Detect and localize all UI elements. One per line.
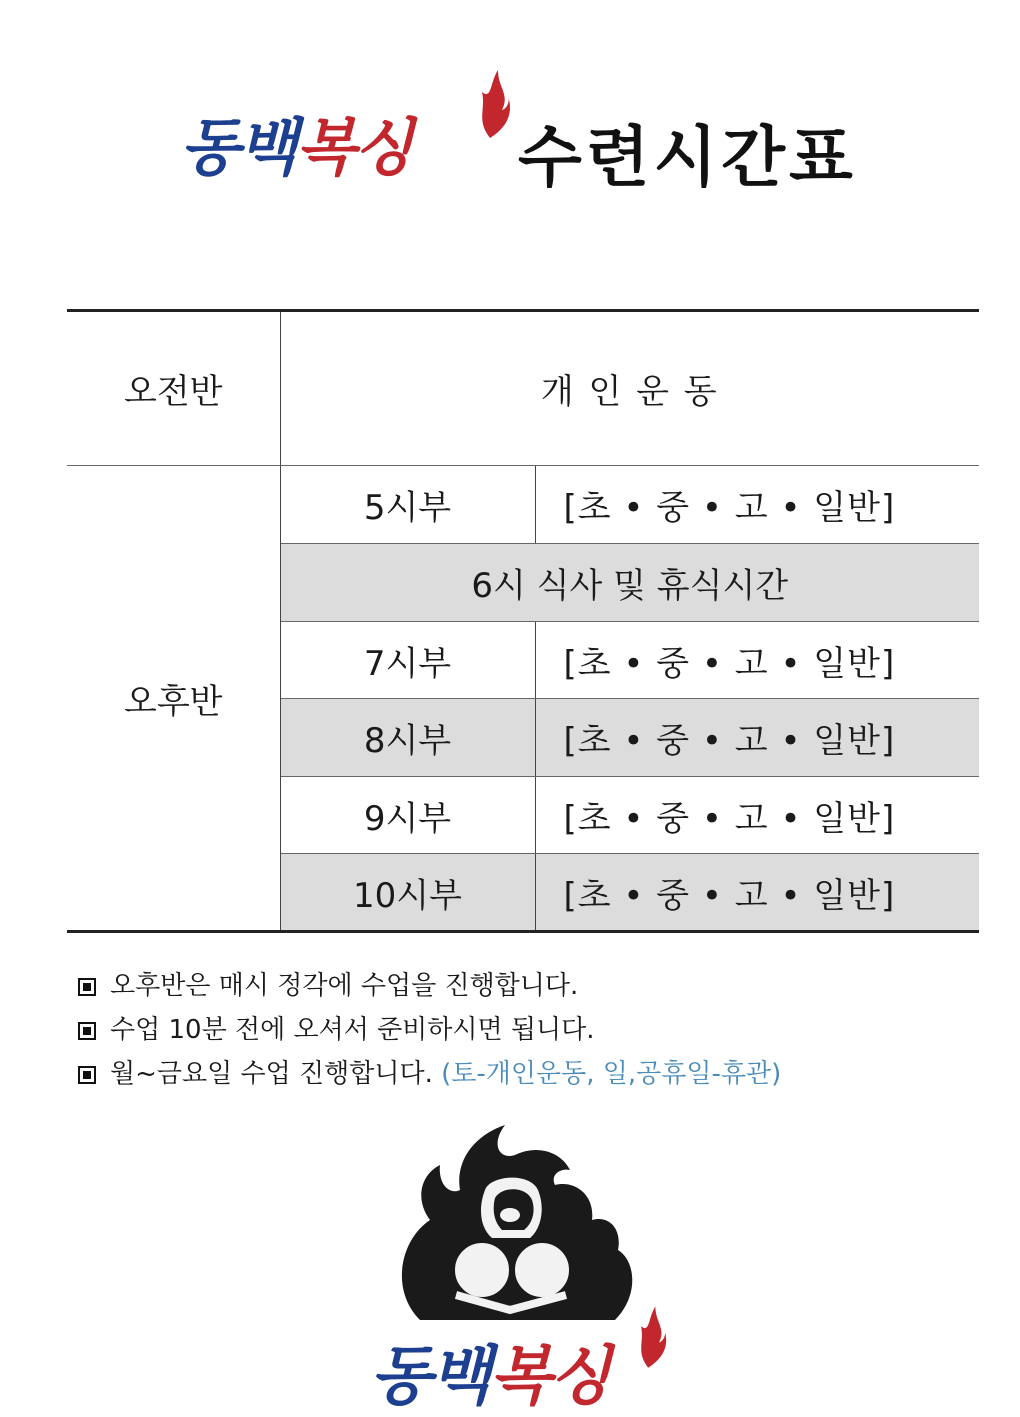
session-grades: [초 • 중 • 고 • 일반] xyxy=(535,777,979,854)
session-grades: [초 • 중 • 고 • 일반] xyxy=(535,854,979,932)
brand-logo-part2: 복싱 xyxy=(295,111,412,184)
square-bullet-icon xyxy=(78,1022,96,1040)
period-label-morning: 오전반 xyxy=(67,311,280,466)
flame-icon xyxy=(472,70,512,140)
footer-brand-part2: 복싱 xyxy=(489,1340,610,1414)
session-time: 10시부 xyxy=(280,854,535,932)
bottom-logo xyxy=(360,1120,680,1416)
brand-logo-part1: 동백 xyxy=(180,111,296,184)
session-grades: [초 • 중 • 고 • 일반] xyxy=(535,622,979,699)
note-text: 오후반은 매시 정각에 수업을 진행합니다. xyxy=(110,971,579,1001)
session-time: 5시부 xyxy=(280,466,535,544)
note-item xyxy=(78,1010,978,1054)
period-label-afternoon: 오후반 xyxy=(67,466,280,932)
break-time: 6시 식사 및 휴식시간 xyxy=(280,544,979,622)
notes xyxy=(78,966,978,1098)
table-row xyxy=(67,466,979,544)
note-extra: (토-개인운동, 일,공휴일-휴관) xyxy=(441,1059,782,1089)
footer-brand-logo xyxy=(370,1325,609,1417)
brand-logo xyxy=(180,98,412,187)
page-title: 수련시간표 xyxy=(518,119,857,196)
note-text: 월~금요일 수업 진행합니다. xyxy=(110,1059,433,1089)
note-item xyxy=(78,1054,978,1098)
session-time: 8시부 xyxy=(280,699,535,777)
boxer-flame-emblem-icon xyxy=(360,1120,680,1330)
table-row-morning xyxy=(67,311,979,466)
session-grades: [초 • 중 • 고 • 일반] xyxy=(535,699,979,777)
schedule-table xyxy=(67,309,979,933)
square-bullet-icon xyxy=(78,978,96,996)
square-bullet-icon xyxy=(78,1066,96,1084)
footer-brand-part1: 동백 xyxy=(370,1340,490,1414)
session-time: 9시부 xyxy=(280,777,535,854)
footer-flame-icon xyxy=(632,1306,668,1370)
session-grades: [초 • 중 • 고 • 일반] xyxy=(535,466,979,544)
header xyxy=(180,70,900,200)
morning-content: 개 인 운 동 xyxy=(280,311,979,466)
note-text: 수업 10분 전에 오셔서 준비하시면 됩니다. xyxy=(110,1015,595,1045)
session-time: 7시부 xyxy=(280,622,535,699)
note-item xyxy=(78,966,978,1010)
